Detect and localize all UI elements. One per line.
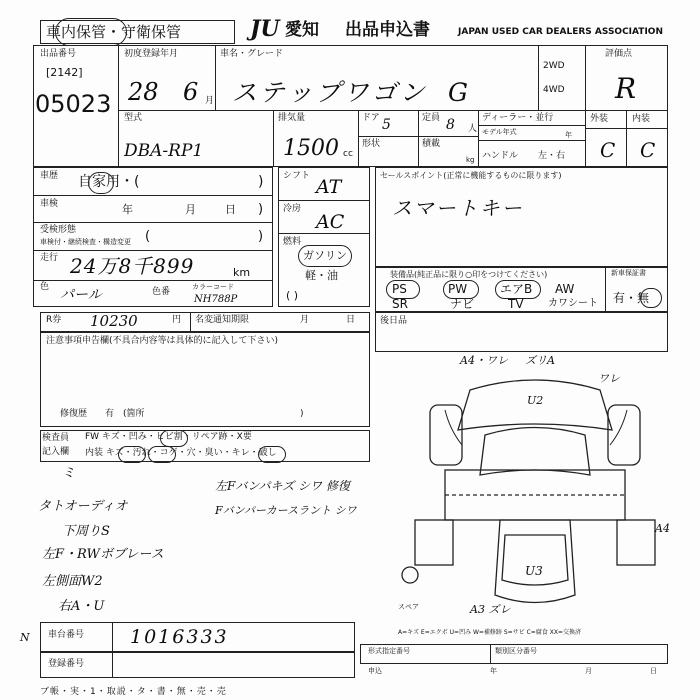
inspector-odor-circle (258, 446, 286, 463)
car-rear-outline (495, 520, 575, 603)
diag-label-7: A3 ズレ (470, 603, 511, 616)
diag-label-8: スペア (398, 603, 419, 611)
equip-airbag-circle (495, 280, 541, 299)
fuel-gas: ガソリン (303, 249, 347, 262)
manual-options: 有・無 (613, 291, 650, 305)
equip-ps-circle (386, 280, 420, 299)
recycle-value: 10230 (90, 312, 138, 330)
storage-circle-mark (55, 18, 127, 46)
diag-label-4: U2 (527, 394, 544, 407)
inspection-day: 日 (225, 203, 236, 216)
inspector-dirt-circle (148, 446, 176, 463)
score-label: 評価点 (605, 49, 633, 59)
exterior-label: 外装 (590, 114, 609, 124)
reg-era: 28 (128, 78, 159, 106)
drive-4wd: 4WD (543, 85, 565, 95)
fuel-paren: ( ) (286, 289, 299, 302)
car-mid-outline (445, 470, 625, 520)
lot-sub: [2142] (46, 66, 83, 79)
model-name: ステップワゴン (232, 78, 428, 107)
history-circle (88, 172, 114, 194)
equipment-label: 装備品(純正品に限り○印をつけてください) (390, 270, 548, 279)
n-mark: N (20, 631, 30, 644)
equip-tv: TV (508, 297, 524, 311)
kg-unit: kg (466, 156, 475, 164)
history-close: ) (258, 174, 264, 190)
org-region: 愛知 (285, 20, 319, 40)
diag-legend: A=キズ E=エクボ U=凹み W=補修跡 S=サビ C=腐食 XX=交換済 (398, 629, 581, 636)
score: R (615, 72, 637, 105)
color-code-label: カラーコード (192, 283, 234, 291)
type-value: DBA-RP1 (124, 141, 204, 161)
bottom-notes-row: ブ帳・実・1・取説・タ・書・無・売・売 (40, 687, 227, 697)
diag-label-6: U3 (525, 564, 543, 578)
mileage-unit: km (233, 266, 251, 279)
inspector-label-1: 検査員 (42, 433, 70, 443)
hw-note-7: 左Fバンパキズ シワ 修復 (215, 479, 350, 493)
expiry-label: 名変通知期限 (195, 315, 250, 325)
inspector-scratch-circle (118, 446, 146, 463)
after-market-label: 後日品 (380, 316, 408, 326)
model-year-label: モデル年式 (482, 128, 517, 136)
hw-note-1: ミ (62, 466, 76, 481)
chassis-label: 車台番号 (48, 630, 85, 640)
hw-note-2: タトオーディオ (38, 499, 128, 514)
dealer-label: ディーラー・並行 (482, 113, 554, 123)
cc-unit: cc (343, 149, 353, 159)
color-value: パール (60, 287, 102, 303)
cooling-value: AC (316, 211, 345, 233)
capacity: 8 (446, 117, 455, 133)
inspector-fw-row: FW キズ・凹み・ヒビ割・リペア跡・X要 (85, 432, 252, 442)
equip-navi: ナビ (450, 297, 475, 311)
inspection-month: 月 (185, 203, 196, 216)
recv-open: ( (145, 229, 151, 244)
equip-leather: カワシート (548, 298, 598, 309)
model-label: 車名・グレード (220, 49, 284, 59)
interior-grade: C (640, 138, 656, 162)
shift-value: AT (316, 176, 342, 198)
apply-day: 日 (650, 667, 657, 675)
right-front-wheel (608, 405, 640, 465)
spare-tire (402, 567, 418, 583)
history-frame (33, 167, 273, 307)
hw-note-3: 下周りS (62, 524, 110, 539)
capacity-label: 定員 (422, 113, 441, 123)
windshield (480, 428, 590, 476)
inspector-dent-circle (160, 430, 188, 447)
weight-label: 積載 (422, 139, 441, 149)
apply-month: 月 (585, 667, 592, 675)
recv-sub: 車検付・継続検査・構造変更 (40, 238, 131, 246)
handle-options: 左・右 (538, 151, 566, 161)
color-code-value: NH788P (194, 294, 238, 305)
grade: G (448, 78, 468, 107)
repair-close: ) (300, 409, 304, 419)
recycle-label: R券 (46, 315, 62, 325)
equip-airbag: エアB (500, 282, 533, 296)
form-title: 出品申込書 (345, 20, 430, 40)
inspection-close: ) (258, 202, 264, 217)
form-label: 形状 (362, 139, 381, 149)
drive-2wd: 2WD (543, 61, 565, 71)
reg-number-label: 登録番号 (48, 659, 85, 669)
apply-label: 申込 (368, 667, 382, 675)
repair-history: 修復歴 有 (箇所 (60, 409, 145, 419)
displacement: 1500 (283, 136, 339, 161)
hw-note-6: 右A・U (58, 599, 105, 614)
recycle-yen: 円 (172, 315, 182, 325)
apply-year: 年 (490, 667, 497, 675)
category-label: 類別区分番号 (495, 647, 537, 655)
manual-circle (640, 288, 662, 308)
equip-sr: SR (392, 297, 408, 311)
reg-label: 初度登録年月 (124, 49, 179, 59)
inspection-year: 年 (122, 203, 133, 216)
notes-label: 注意事項申告欄(不具合内容等は具体的に記入して下さい) (46, 336, 279, 346)
after-market-frame (375, 312, 668, 352)
diag-label-1: A4・ワレ (460, 354, 508, 367)
diag-label-2: ズリA (525, 354, 555, 367)
color-number-label: 色番 (152, 287, 171, 297)
diag-label-5: A4 (655, 522, 670, 535)
ju-logo: JU (250, 16, 280, 42)
equip-ps: PS (392, 282, 407, 296)
hw-note-4: 左F・RWボブレース (42, 547, 164, 562)
sales-point-label: セールスポイント(正常に機能するものに限ります) (380, 171, 562, 180)
form-number-label: 形式指定番号 (368, 647, 410, 655)
person-unit: 人 (468, 124, 478, 134)
color-label: 色 (40, 282, 50, 292)
chassis-value: 1016333 (130, 626, 229, 648)
history-label: 車歴 (40, 171, 59, 181)
left-rear-wheel (415, 520, 453, 565)
inspection-label: 車検 (40, 199, 59, 209)
expiry-day: 日 (346, 315, 356, 325)
storage-label: 車内保管・守衛保管 (46, 23, 182, 41)
manual-label: 新車保証書 (611, 269, 646, 277)
recv-close: ) (258, 229, 264, 244)
equip-aw: AW (555, 282, 575, 296)
reg-unit: 月 (205, 96, 215, 106)
fuel-label: 燃料 (283, 237, 302, 247)
sales-point-value: スマートキー (392, 196, 524, 220)
doors-label: ドア (362, 113, 380, 123)
history-value: 自家用・( (78, 174, 140, 190)
recv-label: 受検形態 (40, 225, 77, 235)
hw-note-8: Fバンパーカースラント シワ (215, 504, 357, 517)
inspector-label-2: 記入欄 (42, 447, 70, 457)
displacement-label: 排気量 (278, 113, 306, 123)
inspector-interior-row: 内装 キズ・汚れ・コゲ・穴・臭い・キレ・破し (85, 448, 277, 458)
fuel-diesel: 軽・油 (305, 269, 338, 282)
org-name-en: JAPAN USED CAR DEALERS ASSOCIATION (458, 27, 663, 37)
mileage-label: 走行 (40, 253, 59, 263)
lot-number: 05023 (35, 90, 112, 118)
expiry-month: 月 (300, 315, 310, 325)
equip-pw: PW (448, 282, 468, 296)
year-unit: 年 (565, 131, 572, 139)
cooling-label: 冷房 (283, 204, 302, 214)
lot-label: 出品番号 (40, 49, 77, 59)
reg-number-frame (40, 652, 355, 678)
type-label: 型式 (124, 113, 143, 123)
doors: 5 (382, 117, 391, 133)
reg-month: 6 (183, 78, 199, 106)
fuel-gas-circle (298, 245, 352, 267)
equip-pw-circle (443, 280, 479, 299)
exterior-grade: C (600, 138, 616, 162)
diag-label-3: ワレ (598, 372, 620, 385)
hw-note-5: 左側面W2 (42, 574, 103, 589)
handle-label: ハンドル (482, 151, 519, 161)
interior-label: 内装 (632, 114, 651, 124)
mileage-value: 24万8千899 (70, 254, 195, 278)
right-rear-wheel (617, 520, 655, 565)
shift-label: シフト (283, 171, 311, 181)
